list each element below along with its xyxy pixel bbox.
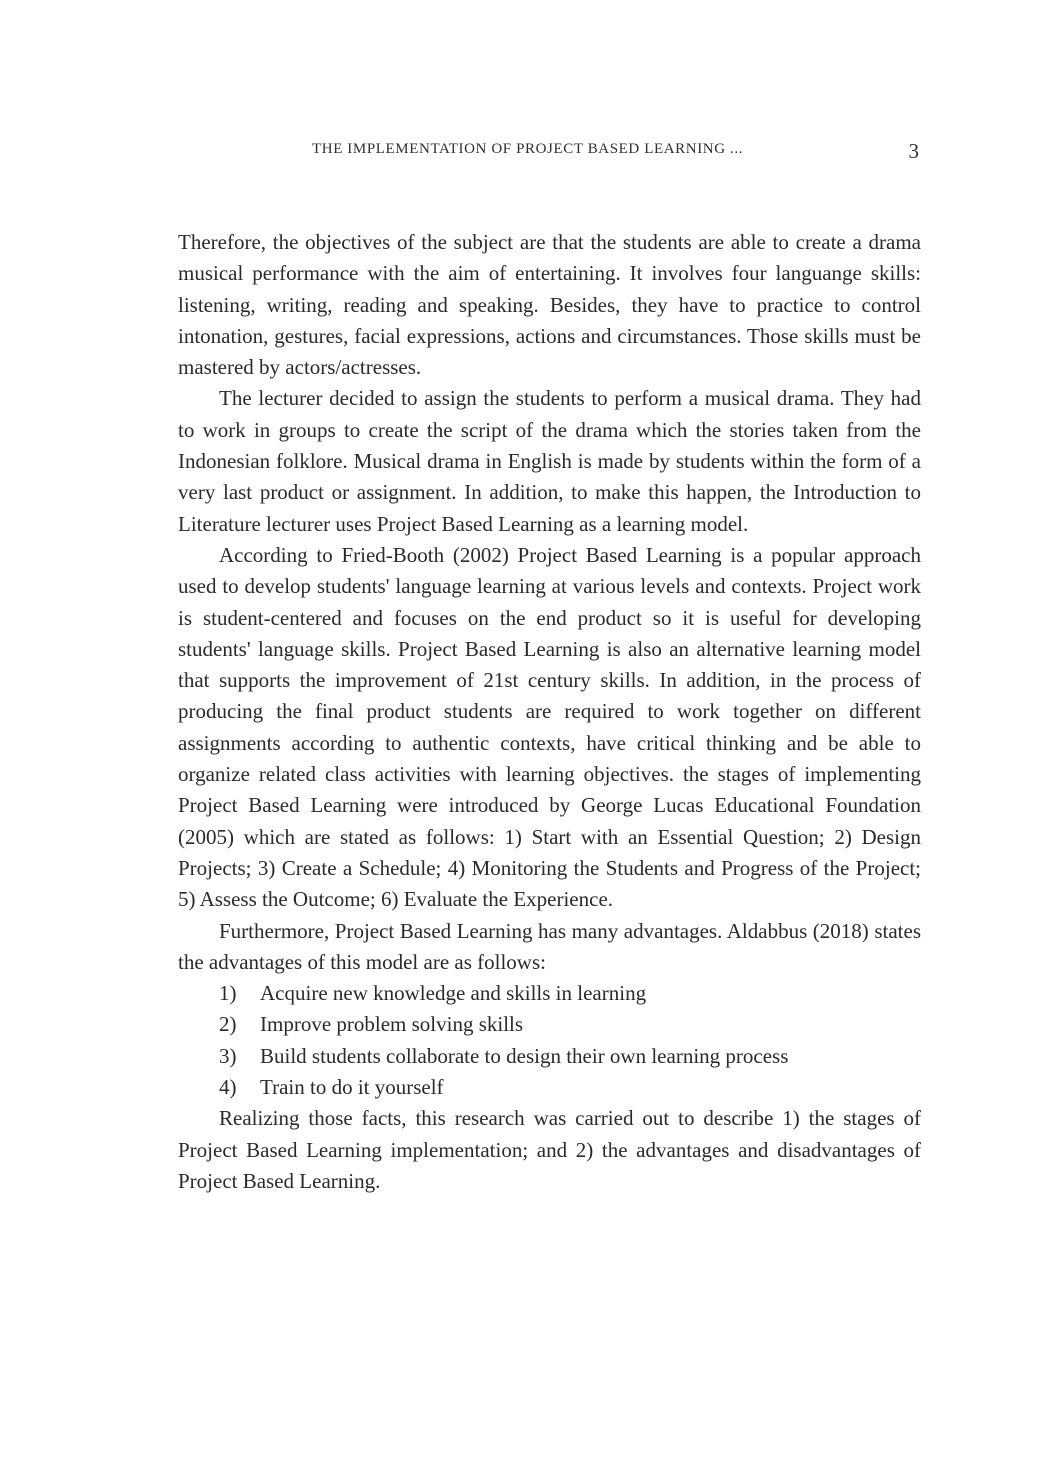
list-item-number: 3) (219, 1043, 237, 1068)
running-header (178, 141, 921, 163)
list-item-text: Train to do it yourself (260, 1075, 444, 1100)
body-text (178, 227, 921, 1197)
list-item-text: Build students collaborate to design their own learning process (260, 1043, 789, 1068)
list-item (178, 1072, 921, 1103)
running-title: THE IMPLEMENTATION OF PROJECT BASED LEARNING ... (312, 141, 744, 157)
list-item (178, 1041, 921, 1072)
list-item (178, 1009, 921, 1040)
advantages-list (178, 978, 921, 1103)
list-item-number: 4) (219, 1075, 237, 1100)
paragraph-advantages-intro: Furthermore, Project Based Learning has many advantages. Aldabbus (2018) states the advantages of this model are as follows: (178, 918, 921, 974)
list-item (178, 978, 921, 1009)
page-number: 3 (908, 139, 919, 163)
paragraph-project-based-learning-definition: According to Fried-Booth (2002) Project Based Learning is a popular approach used to develop students' language learning at various levels and contexts. Project work is student-centered and focuses on the end product so it is useful for developing students' language skills. Project Based Learning is also an alternative learning model that supports the improvement of 21st century skills. In addition, in the process of producing the final product students are required to work together on different assignments according to authentic contexts, have critical thinking and be able to organize related class activities with learning objectives. the stages of implementing Project Based Learning were introduced by George Lucas Educational Foundation (2005) which are stated as follows: 1) Start with an Essential Question; 2) Design Projects; 3) Create a Schedule; 4) Monitoring the Students and Progress of the Project; 5) Assess the Outcome; 6) Evaluate the Experience. (178, 542, 921, 912)
list-item-number: 1) (219, 981, 237, 1006)
paragraph-research-purpose: Realizing those facts, this research was carried out to describe 1) the stages of Project Based Learning implementation; and 2) the advantages and disadvantages of Project Based Learning. (178, 1106, 921, 1193)
list-item-text: Improve problem solving skills (260, 1012, 524, 1037)
list-item-number: 2) (219, 1012, 237, 1037)
paragraph-objectives: Therefore, the objectives of the subject are that the students are able to create a drama musical performance with the aim of entertaining. It involves four languange skills: listening, writing, reading and speaking. Besides, they have to practice to control intonation, gestures, facial expressions, actions and circumstances. Those skills must be mastered by actors/actresses. (178, 230, 921, 380)
list-item-text: Acquire new knowledge and skills in learning (260, 981, 647, 1006)
paragraph-lecturer-assignment: The lecturer decided to assign the students to perform a musical drama. They had to work in groups to create the script of the drama which the stories taken from the Indonesian folklore. Musical drama in English is made by students within the form of a very last product or assignment. In addition, to make this happen, the Introduction to Literature lecturer uses Project Based Learning as a learning model. (178, 386, 921, 536)
